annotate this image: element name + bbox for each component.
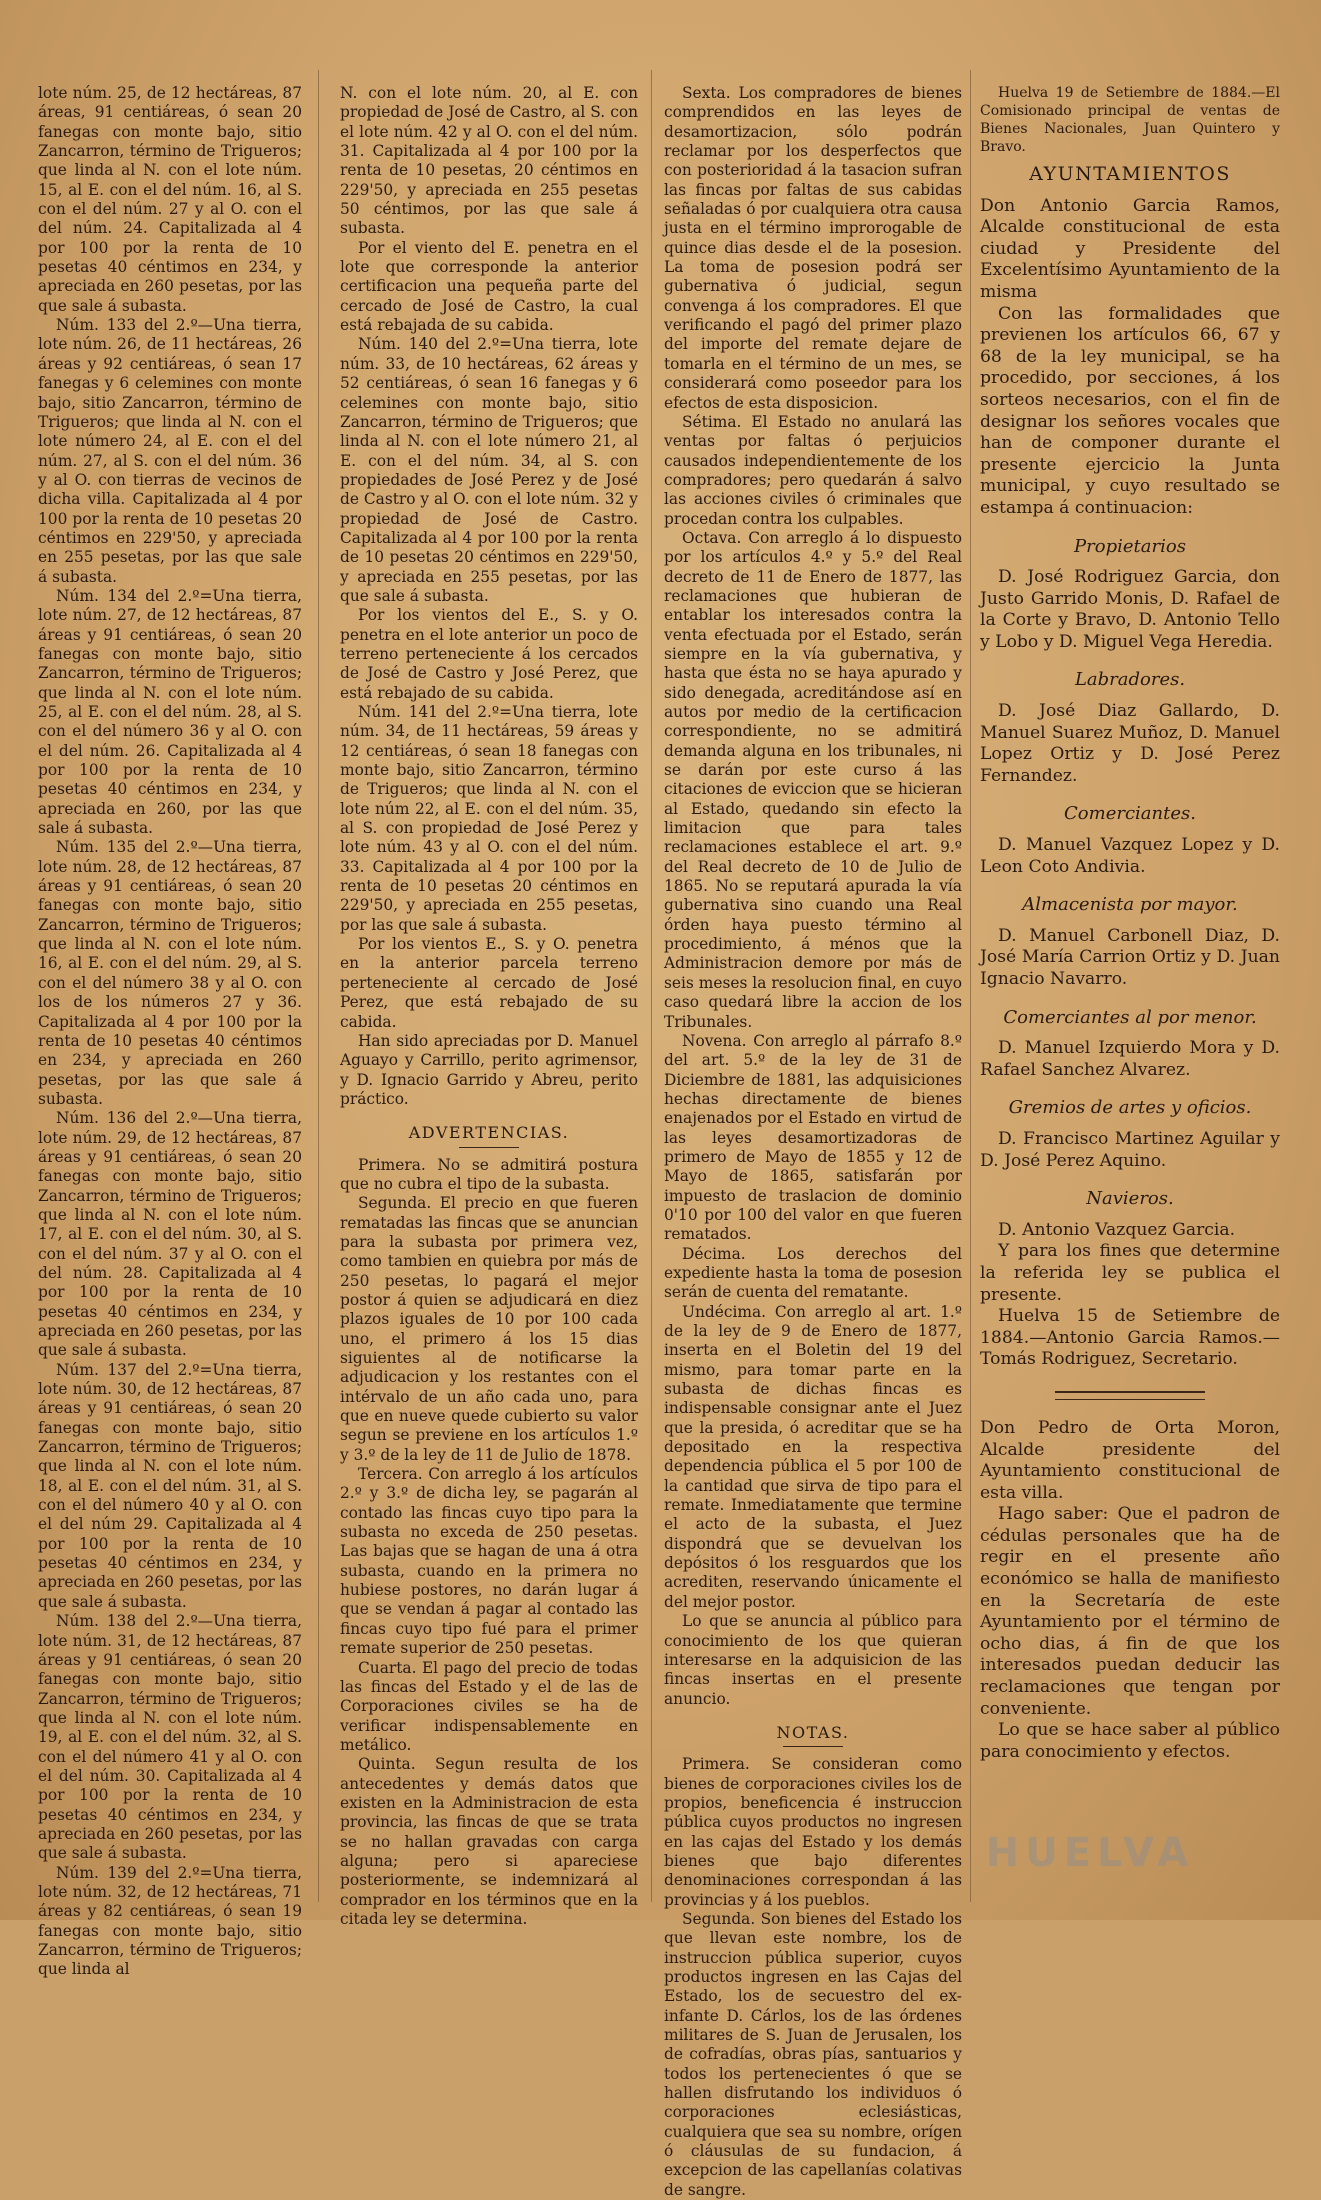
section-separator <box>1055 1391 1205 1400</box>
paragraph: Núm. 139 del 2.º=Una tierra, lote núm. 32, de 12 hectáreas, 71 áreas y 82 centiáreas, ó sean 19 fanegas con monte bajo, sitio Zancarron, término de Trigueros; que linda al <box>38 1863 302 1979</box>
paragraph: Núm. 133 del 2.º—Una tierra, lote núm. 26, de 11 hectáreas, 26 áreas y 92 centiáreas, ó sean 17 fanegas y 6 celemines con monte bajo, sitio Zancarron, término de Trigueros; que linda al N. con el lote número 24, al E. con el del núm. 27, al S. con el del núm. 36 y al O. con tierras de vecinos de dicha villa. Capitalizada al 4 por 100 por la renta de 10 pesetas 20 céntimos en 229'50, y apreciada en 255 pesetas, por las que sale á subasta. <box>38 316 302 586</box>
group-members: D. José Rodriguez Garcia, don Justo Garrido Monis, D. Rafael de la Corte y Bravo, D. Antonio Tello y Lobo y D. Miguel Vega Heredia. <box>980 567 1280 652</box>
paragraph: Núm. 138 del 2.º—Una tierra, lote núm. 31, de 12 hectáreas, 87 áreas y 91 centiáreas, ó sean 20 fanegas con monte bajo, sitio Zancarron, término de Trigueros; que linda al N. con el lote núm. 19, al E. con el del núm. 32, al S. con el del número 41 y al O. con el del núm. 30. Capitalizada al 4 por 100 por la renta de 10 pesetas 40 céntimos en 234, y apreciada en 260 pesetas, por las que sale á subasta. <box>38 1612 302 1863</box>
paragraph: Primera. Se consideran como bienes de corporaciones civiles los de propios, beneficencia é instruccion pública cuyos productos no ingresen en las cajas del Estado y los demás bienes que bajo diferentes denominaciones correspondan á las provincias y á los pueblos. <box>664 1755 962 1909</box>
paragraph: Lo que se anuncia al público para conocimiento de los que quieran interesarse en la adquisicion de las fincas insertas en el presente anuncio. <box>664 1612 962 1708</box>
paragraph: Quinta. Segun resulta de los antecedentes y demás datos que existen en la Administracion de esta provincia, las fincas de que se trata se no hallan gravadas con carga alguna; pero si apareciese posteriormente, se indemnizará al comprador en los términos que en la citada ley se determina. <box>340 1755 638 1928</box>
group-members: D. Antonio Vazquez Garcia. <box>998 1219 1236 1240</box>
paragraph: Núm. 135 del 2.º—Una tierra, lote núm. 28, de 12 hectáreas, 87 áreas y 91 centiáreas, ó sean 20 fanegas con monte bajo, sitio Zancarron, término de Trigueros; que linda al N. con el lote núm. 16, al E. con el del núm. 29, al S. con el del número 38 y al O. con los de los números 27 y 36. Capitalizada al 4 por 100 por la renta de 10 pesetas 40 céntimos en 234, y apreciada en 260 pesetas, por las que sale á subasta. <box>38 838 302 1108</box>
column-2 <box>340 84 638 1928</box>
paragraph: Lo que se hace saber al público para conocimiento y efectos. <box>980 1720 1280 1762</box>
paragraph: Sétima. El Estado no anulará las ventas por faltas ó perjuicios causados independientemente de los compradores; pero quedarán á salvo las acciones civiles ó criminales que procedan contra los culpables. <box>664 412 962 528</box>
paragraph: Sexta. Los compradores de bienes comprendidos en las leyes de desamortizacion, sólo podrán reclamar por los desperfectos que con posterioridad á la tasacion sufran las fincas por faltas de sus cabidas señaladas ó por cualquiera otra causa justa en el término improrogable de quince dias desde el de la posesion. La toma de posesion podrá ser gubernativa ó judicial, segun convenga á los compradores. El que verificando el pagó del primer plazo del importe del remate dejare de tomarla en el término de un mes, se considerará como poseedor para los efectos de esta disposicion. <box>664 84 962 412</box>
paragraph: Con las formalidades que previenen los artículos 66, 67 y 68 de la ley municipal, se ha procedido, por secciones, á los sorteos necesarios, con el fin de designar los señores vocales que han de componer durante el presente ejercicio la Junta municipal, y cuyo resultado se estampa á continuacion: <box>980 303 1280 518</box>
paragraph: Don Pedro de Orta Moron, Alcalde presidente del Ayuntamiento constitucional de esta villa. <box>980 1417 1280 1503</box>
paragraph: Por los vientos del E., S. y O. penetra en el lote anterior un poco de terreno perteneciente á los cercados de José de Castro y José Perez, que está rebajado de su cabida. <box>340 606 638 702</box>
paragraph: Tercera. Con arreglo á los artículos 2.º y 3.º de dicha ley, se pagarán al contado las fincas cuyo tipo para la subasta no exceda de 250 pesetas. Las bajas que se hagan de una á otra subasta, cuando en la primera no hubiese postores, no darán lugar á que se vendan á pagar al contado las fincas cuyo tipo fué para el primer remate superior de 250 pesetas. <box>340 1465 638 1658</box>
paragraph: Por el viento del E. penetra en el lote que corresponde la anterior certificacion una pequeña parte del cercado de José de Castro, la cual está rebajada de su cabida. <box>340 238 638 335</box>
group-heading: Propietarios <box>1074 535 1186 557</box>
paragraph: Primera. No se admitirá postura que no cubra el tipo de la subasta. <box>340 1155 638 1193</box>
group-heading: Labradores. <box>1074 669 1186 691</box>
group-heading: Navieros. <box>1086 1188 1174 1210</box>
library-stamp: HUELVA <box>985 1830 1195 1876</box>
paragraph: Novena. Con arreglo al párrafo 8.º del art. 5.º de la ley de 31 de Diciembre de 1881, las adquisiciones hechas directamente de bienes enajenados por el Estado en virtud de las leyes desamortizadoras de primero de Mayo de 1855 y 12 de Mayo de 1865, satisfarán por impuesto de traslacion de dominio 0'10 por 100 del valor en que fueren rematados. <box>664 1031 962 1244</box>
paragraph: Undécima. Con arreglo al art. 1.º de la ley de 9 de Enero de 1877, inserta en el Boletin del 19 del mismo, para tomar parte en la subasta de dichas fincas es indispensable consignar ante el Juez que la presida, ó acreditar que se ha depositado en la respectiva dependencia pública el 5 por 100 de la cantidad que sirva de tipo para el remate. Inmediatamente que termine el acto de la subasta, el Juez dispondrá que se devuelvan los depósitos ó los resguardos que los acrediten, reservando únicamente el del mejor postor. <box>664 1302 962 1611</box>
paragraph: Núm. 141 del 2.º=Una tierra, lote núm. 34, de 11 hectáreas, 59 áreas y 12 centiáreas, ó sean 18 fanegas con monte bajo, sitio Zancarron, término de Trigueros; que linda al N. con el lote núm 22, al E. con el del núm. 35, al S. con propiedad de José Perez y lote núm. 43 y al O. con el del núm. 33. Capitalizada al 4 por 100 por la renta de 10 pesetas 20 céntimos en 229'50, y apreciada en 255 pesetas, por las que sale á subasta. <box>340 703 638 934</box>
column-1 <box>38 84 302 1979</box>
paragraph: Han sido apreciadas por D. Manuel Aguayo y Carrillo, perito agrimensor, y D. Ignacio Garrido y Abreu, perito práctico. <box>340 1031 638 1108</box>
notas-heading: NOTAS. <box>664 1723 962 1747</box>
paragraph: Núm. 137 del 2.º=Una tierra, lote núm. 30, de 12 hectáreas, 87 áreas y 91 centiáreas, ó sean 20 fanegas con monte bajo, sitio Zancarron, término de Trigueros; que linda al N. con el lote núm. 18, al E. con el del núm. 31, al S. con el del número 40 y al O. con el del núm 29. Capitalizada al 4 por 100 por la renta de 10 pesetas 40 céntimos en 234, y apreciada en 260 pesetas, por las que sale á subasta. <box>38 1360 302 1611</box>
paragraph: Cuarta. El pago del precio de todas las fincas del Estado y el de las de Corporaciones civiles se ha de verificar indispensablemente en metálico. <box>340 1658 638 1754</box>
paragraph: Décima. Los derechos del expediente hasta la toma de posesion serán de cuenta del rematante. <box>664 1244 962 1302</box>
paragraph: Por los vientos E., S. y O. penetra en la anterior parcela terreno perteneciente al cercado de José Perez, que está rebajado de su cabida. <box>340 935 638 1031</box>
paragraph: Segunda. El precio en que fueren rematadas las fincas que se anuncian para la subasta por primera vez, como tambien en quiebra por más de 250 pesetas, lo pagará el mejor postor á quien se adjudicará en diez plazos iguales de 10 por 100 cada uno, el primero á los 15 dias siguientes al de notificarse la adjudicacion y los restantes con el intérvalo de un año cada uno, para que en nueve quede cubierto su valor segun se previene en los artículos 1.º y 3.º de la ley de 11 de Julio de 1878. <box>340 1194 638 1464</box>
paragraph: Y para los fines que determine la referida ley se publica el presente. <box>980 1241 1280 1305</box>
ayuntamientos-heading: AYUNTAMIENTOS <box>1029 163 1231 185</box>
group-members: D. José Diaz Gallardo, D. Manuel Suarez Muñoz, D. Manuel Lopez Ortiz y D. José Perez Fernandez. <box>980 701 1280 786</box>
column-rule <box>651 70 652 1902</box>
group-heading: Comerciantes al por menor. <box>1003 1006 1257 1028</box>
group-members: D. Francisco Martinez Aguilar y D. José Perez Aquino. <box>980 1128 1280 1171</box>
column-3 <box>664 84 962 2199</box>
paragraph: N. con el lote núm. 20, al E. con propiedad de José de Castro, al S. con el lote núm. 42 y al O. con el del núm. 31. Capitalizada al 4 por 100 por la renta de 10 pesetas, 20 céntimos en 229'50, y apreciada en 255 pesetas 50 céntimos, por las que sale á subasta. <box>340 84 638 238</box>
paragraph: Núm. 134 del 2.º=Una tierra, lote núm. 27, de 12 hectáreas, 87 áreas y 91 centiáreas, ó sean 20 fanegas con monte bajo, sitio Zancarron, término de Trigueros; que linda al N. con el lote núm. 25, al E. con el del núm. 28, al S. con el del número 36 y al O. con el del núm. 26. Capitalizada al 4 por 100 por la renta de 10 pesetas 40 céntimos en 234, y apreciada en 260, por las que sale á subasta. <box>38 586 302 838</box>
paragraph: Núm. 140 del 2.º=Una tierra, lote núm. 33, de 10 hectáreas, 62 áreas y 52 centiáreas, ó sean 16 fanegas y 6 celemines con monte bajo, sitio Zancarron, término de Trigueros; que linda al N. con el lote número 21, al E. con el del núm. 34, al S. con propiedades de José Perez y de José de Castro y al O. con el lote núm. 32 y propiedad de José de Castro. Capitalizada al 4 por 100 por la renta de 10 pesetas 20 céntimos en 229'50, y apreciada en 255 pesetas, por las que sale á subasta. <box>340 335 638 605</box>
dateline: Huelva 19 de Setiembre de 1884.—El Comisionado principal de ventas de Bienes Nacionales, Juan Quintero y Bravo. <box>980 85 1280 155</box>
paragraph: Hago saber: Que el padron de cédulas personales que ha de regir en el presente año económico se halla de manifiesto en la Secretaría de este Ayuntamiento por el término de ocho dias, á fin de que los interesados puedan deducir las reclamaciones que tengan por conveniente. <box>980 1504 1280 1719</box>
group-members: D. Manuel Vazquez Lopez y D. Leon Coto Andivia. <box>980 835 1280 877</box>
group-heading: Almacenista por mayor. <box>1022 894 1238 916</box>
paragraph: lote núm. 25, de 12 hectáreas, 87 áreas, 91 centiáreas, ó sean 20 fanegas con monte bajo, sitio Zancarron, término de Trigueros; que linda al N. con el lote núm. 15, al E. con el del núm. 16, al S. con el del núm. 27 y al O. con el del núm. 24. Capitalizada al 4 por 100 por la renta de 10 pesetas 40 céntimos en 234, y apreciada en 260 pesetas, por las que sale á subasta. <box>38 84 302 315</box>
column-rule <box>318 70 319 1902</box>
paragraph: Núm. 136 del 2.º—Una tierra, lote núm. 29, de 12 hectáreas, 87 áreas y 91 centiáreas, ó sean 20 fanegas con monte bajo, sitio Zancarron, término de Trigueros; que linda al N. con el lote núm. 17, al E. con el del núm. 30, al S. con el del núm. 37 y al O. con el del núm. 28. Capitalizada al 4 por 100 por la renta de 10 pesetas 40 céntimos en 234, y apreciada en 260 pesetas, por las que sale á subasta. <box>38 1109 302 1360</box>
paragraph: Don Antonio Garcia Ramos, Alcalde constitucional de esta ciudad y Presidente del Excelentísimo Ayuntamiento de la misma <box>980 195 1280 302</box>
group-heading: Comerciantes. <box>1064 803 1196 825</box>
column-rule <box>970 70 971 1902</box>
group-members: D. Manuel Izquierdo Mora y D. Rafael Sanchez Alvarez. <box>980 1038 1280 1080</box>
advertencias-heading: ADVERTENCIAS. <box>340 1123 638 1147</box>
group-heading: Gremios de artes y oficios. <box>1008 1097 1252 1119</box>
group-members: D. Manuel Carbonell Diaz, D. José María Carrion Ortiz y D. Juan Ignacio Navarro. <box>980 925 1280 989</box>
signature-line: Huelva 15 de Setiembre de 1884.—Antonio Garcia Ramos.—Tomás Rodriguez, Secretario. <box>980 1306 1280 1370</box>
column-4 <box>980 84 1280 1900</box>
paragraph: Octava. Con arreglo á lo dispuesto por los artículos 4.º y 5.º del Real decreto de 11 de Enero de 1877, las reclamaciones que hubieran de entablar los interesados contra la venta efectuada por el Estado, serán siempre en la vía gubernativa, y hasta que ésta no se haya apurado y sido denegada, acreditándose así en autos por medio de la certificacion correspondiente, no se admitirá demanda alguna en los tribunales, ni se darán por este curso á las citaciones de eviccion que se hicieran al Estado, quedando sin efecto la limitacion que para tales reclamaciones establece el art. 9.º del Real decreto de 10 de Julio de 1865. No se reputará apurada la vía gubernativa sino cuando una Real órden haya puesto término al procedimiento, á ménos que la Administracion demore por más de seis meses la resolucion final, en cuyo caso quedará libre la accion de los Tribunales. <box>664 528 962 1031</box>
paragraph: Segunda. Son bienes del Estado los que llevan este nombre, los de instruccion pública superior, cuyos productos ingresen en las Cajas del Estado, los de secuestro del ex-infante D. Cárlos, los de las órdenes militares de S. Juan de Jerusalen, los de cofradías, obras pías, santuarios y todos los pertenecientes ó que se hallen disfrutando los individuos ó corporaciones eclesiásticas, cualquiera que sea su nombre, orígen ó cláusulas de su fundacion, á excepcion de las capellanías colativas de sangre. <box>664 1909 962 2199</box>
